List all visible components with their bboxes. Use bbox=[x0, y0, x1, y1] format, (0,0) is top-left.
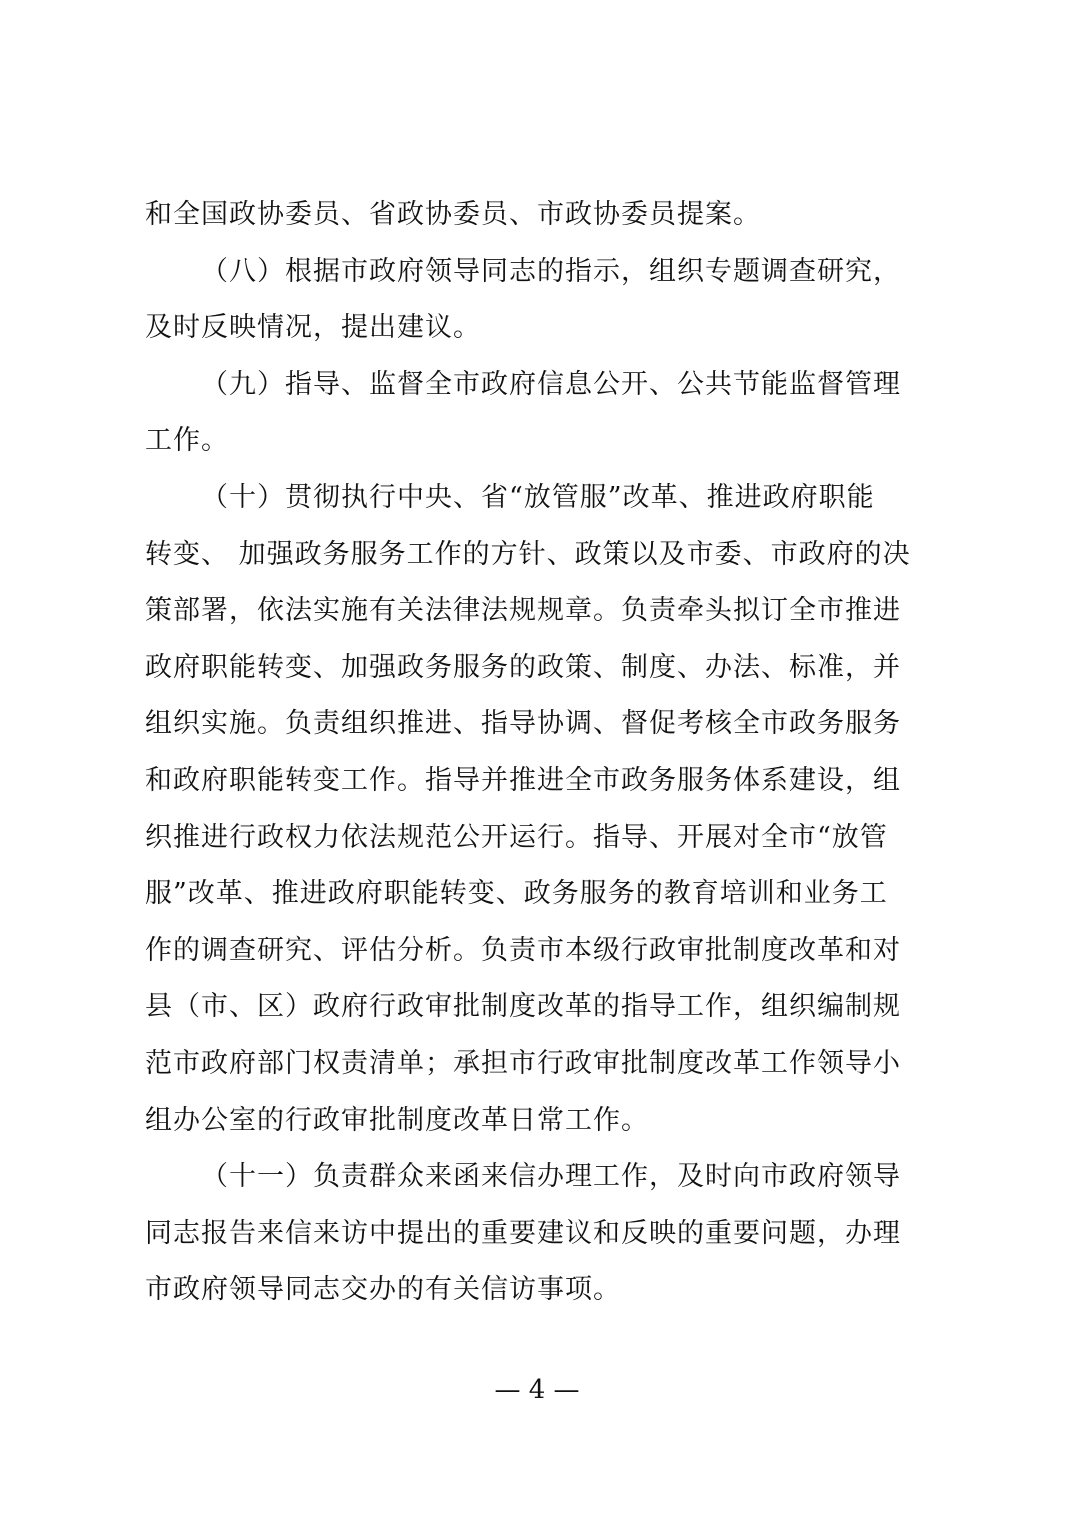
text-line: 组办公室的行政审批制度改革日常工作。 bbox=[145, 1104, 649, 1136]
text-line: 转变、 加强政务服务工作的方针、政策以及市委、市政府的决 bbox=[145, 538, 911, 570]
text-line: （八）根据市政府领导同志的指示，组织专题调查研究， bbox=[201, 255, 901, 287]
text-line: 和政府职能转变工作。指导并推进全市政务服务体系建设，组 bbox=[145, 765, 901, 796]
text-line: （十一）负责群众来函来信办理工作，及时向市政府领导 bbox=[201, 1161, 901, 1193]
text-line: 作的调查研究、评估分析。负责市本级行政审批制度改革和对 bbox=[145, 934, 901, 966]
text-line: （十）贯彻执行中央、省“放管服”改革、推进政府职能 bbox=[201, 482, 875, 513]
text-line: （九）指导、监督全市政府信息公开、公共节能监督管理 bbox=[201, 368, 901, 400]
text-line: 市政府领导同志交办的有关信访事项。 bbox=[145, 1274, 621, 1306]
text-line: 组织实施。负责组织推进、指导协调、督促考核全市政务服务 bbox=[145, 708, 901, 740]
text-line: 策部署，依法实施有关法律法规规章。负责牵头拟订全市推进 bbox=[145, 595, 901, 627]
text-line: 同志报告来信来访中提出的重要建议和反映的重要问题，办理 bbox=[145, 1217, 901, 1249]
text-line: 范市政府部门权责清单；承担市行政审批制度改革工作领导小 bbox=[145, 1048, 901, 1079]
page-number: — 4 — bbox=[494, 1375, 580, 1405]
text-line: 服”改革、推进政府职能转变、政务服务的教育培训和业务工 bbox=[145, 878, 888, 910]
text-line: 政府职能转变、加强政务服务的政策、制度、办法、标准，并 bbox=[145, 651, 901, 683]
text-line: 及时反映情况，提出建议。 bbox=[145, 312, 481, 344]
text-line: 县（市、区）政府行政审批制度改革的指导工作，组织编制规 bbox=[145, 991, 901, 1023]
text-line: 工作。 bbox=[145, 425, 229, 457]
text-line: 和全国政协委员、省政协委员、市政协委员提案。 bbox=[145, 199, 761, 230]
text-line: 织推进行政权力依法规范公开运行。指导、开展对全市“放管 bbox=[145, 821, 888, 853]
